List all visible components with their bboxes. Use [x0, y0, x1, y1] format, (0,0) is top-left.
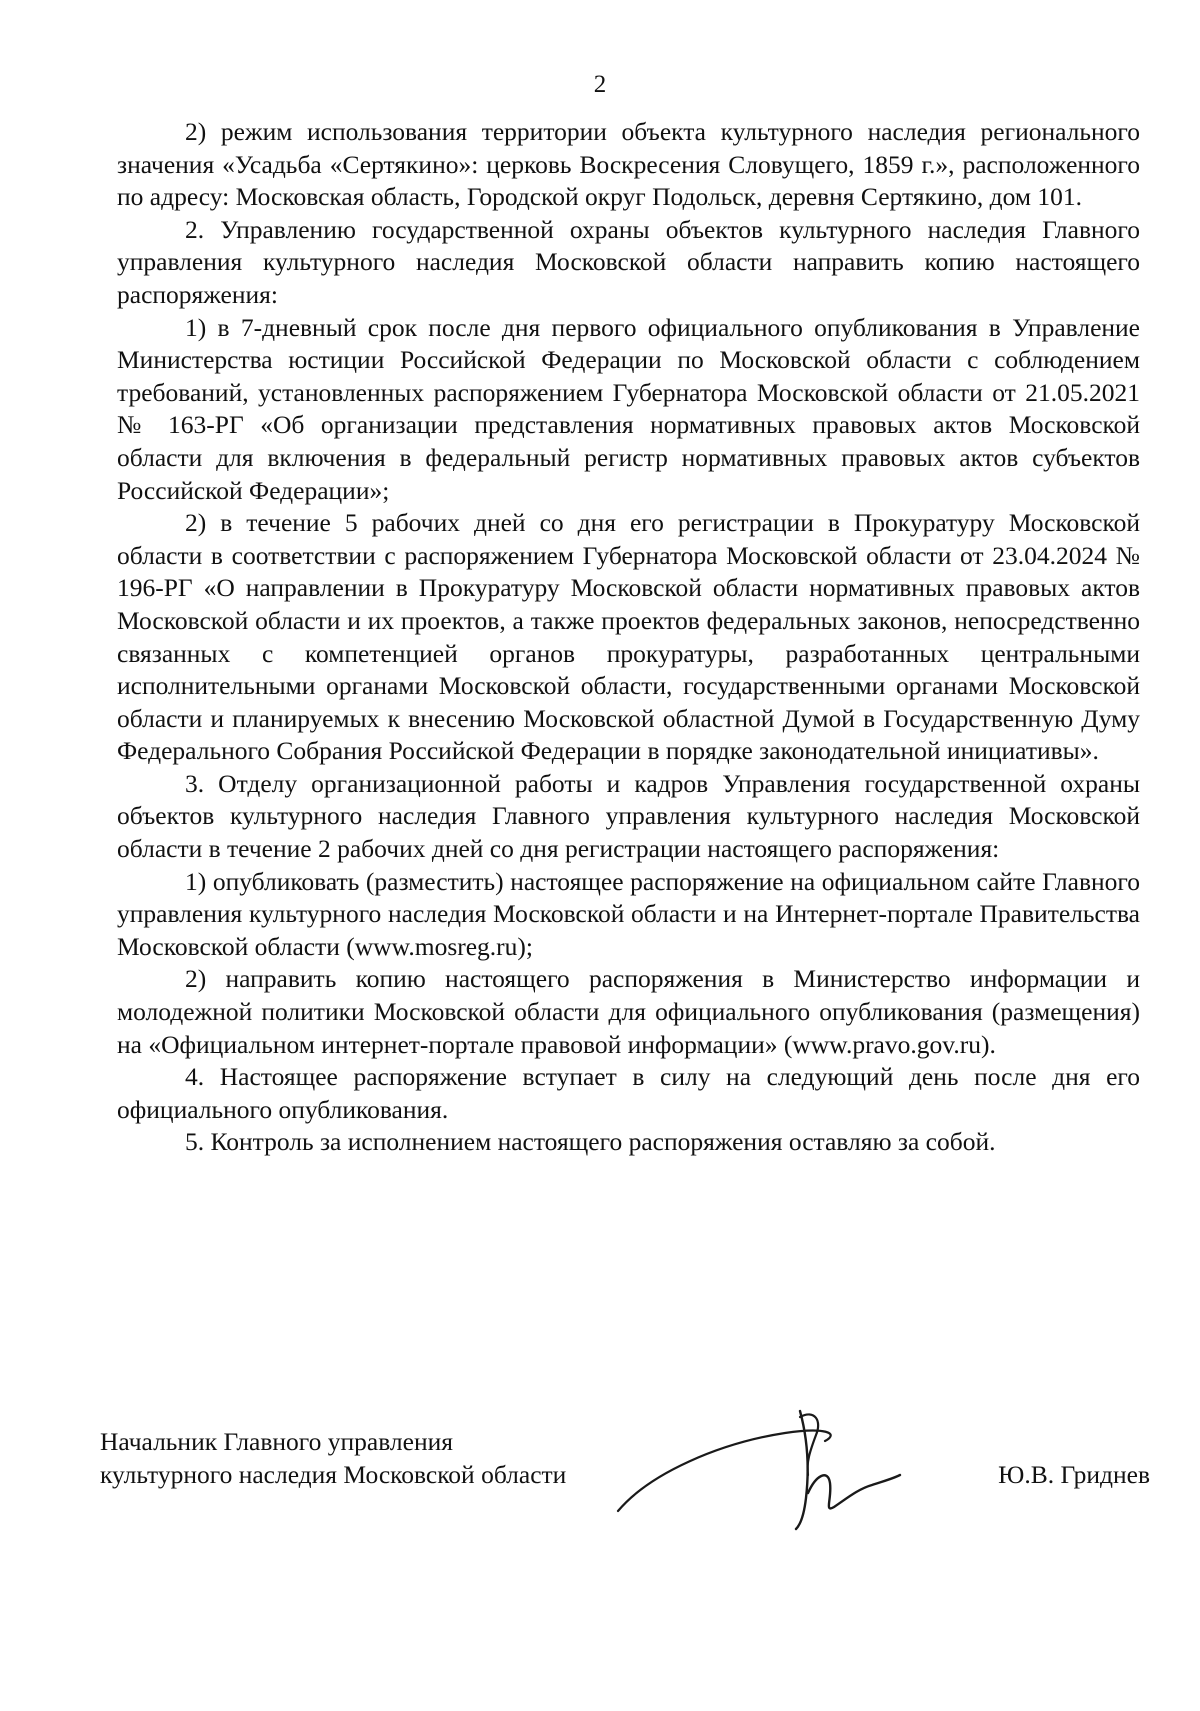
handwritten-signature: [610, 1403, 920, 1553]
signer-position-line-2: культурного наследия Московской области: [100, 1460, 567, 1489]
signature-block: [100, 1425, 1150, 1535]
paragraph-1-2-regime: 2) режим использования территории объекта культурного наследия регионального значения «Усадьба «Сертякино»: церковь Воскресения Словущего, 1859 г.», расположенного по адресу: Московская область, Городской округ Подольск, деревня Сертякино, дом 101.: [117, 117, 1140, 212]
signer-position: [100, 1425, 566, 1491]
paragraph-2-1: 1) в 7-дневный срок после дня первого официального опубликования в Управление Министерства юстиции Российской Федерации по Московской области с соблюдением требований, установленных распоряжением Губернатора Московской области от 21.05.2021 № 163-РГ «Об организации представления нормативных правовых актов Московской области для включения в федеральный регистр нормативных правовых актов субъектов Российской Федерации»;: [117, 312, 1140, 505]
page-number: 2: [593, 71, 607, 98]
document-body: [117, 116, 1140, 1159]
paragraph-2-2: 2) в течение 5 рабочих дней со дня его регистрации в Прокуратуру Московской области в соответствии с распоряжением Губернатора Московской области от 23.04.2024 № 196-РГ «О направлении в Прокуратуру Московской области нормативных правовых актов Московской области и их проектов, а также проектов федеральных законов, непосредственно связанных с компетенцией органов прокуратуры, разработанных центральными исполнительными органами Московской области, государственными органами Московской области и планируемых к внесению Московской областной Думой в Государственную Думу Федерального Собрания Российской Федерации в порядке законодательной инициативы».: [117, 508, 1140, 766]
signer-position-line-1: Начальник Главного управления: [100, 1427, 453, 1456]
signer-name: Ю.В. Гриднев: [998, 1460, 1150, 1489]
paragraph-3: 3. Отделу организационной работы и кадров Управления государственной охраны объектов культурного наследия Главного управления культурного наследия Московской области в течение 2 рабочих дней со дня регистрации настоящего распоряжения:: [117, 768, 1140, 864]
paragraph-2: 2. Управлению государственной охраны объектов культурного наследия Главного управления культурного наследия Московской области направить копию настоящего распоряжения:: [117, 214, 1140, 309]
paragraph-4: 4. Настоящее распоряжение вступает в силу на следующий день после дня его официального опубликования.: [117, 1062, 1140, 1124]
paragraph-3-2: 2) направить копию настоящего распоряжения в Министерство информации и молодежной политики Московской области для официального опубликования (размещения) на «Официальном интернет-портале правовой информации» (www.pravo.gov.ru).: [117, 964, 1140, 1059]
paragraph-5: 5. Контроль за исполнением настоящего распоряжения оставляю за собой.: [185, 1127, 996, 1157]
paragraph-3-1: 1) опубликовать (разместить) настоящее распоряжение на официальном сайте Главного управления культурного наследия Московской области и на Интернет-портале Правительства Московской области (www.mosreg.ru);: [117, 866, 1140, 961]
